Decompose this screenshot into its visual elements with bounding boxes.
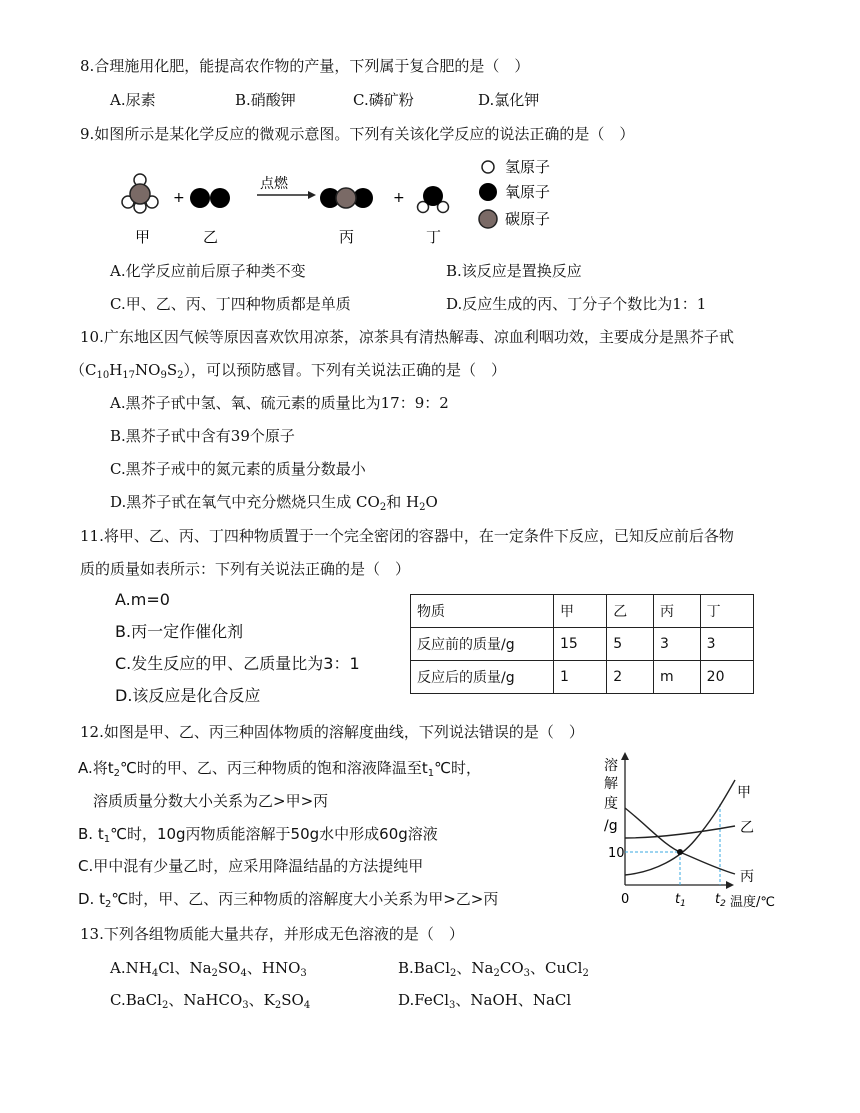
ylabel-4: /g	[604, 818, 618, 834]
q12-option-c: C.甲中混有少量乙时，应采用降温结晶的方法提纯甲	[78, 857, 424, 875]
q11-option-a: A.m=0	[115, 590, 170, 609]
q9-option-c: C.甲、乙、丙、丁四种物质都是单质	[110, 295, 351, 313]
series-yi-line	[625, 826, 735, 838]
table-cell: 15	[554, 628, 607, 661]
series-label-jia: 甲	[737, 785, 751, 801]
table-cell: 乙	[607, 595, 654, 628]
table-cell: 丁	[700, 595, 753, 628]
q8-option-a: A.尿素	[110, 91, 156, 109]
q13-option-d: D.FeCl$_3$、NaOH、NaCl	[398, 991, 572, 1011]
solubility-chart	[600, 750, 790, 915]
label-yi: 乙	[203, 228, 219, 246]
table-cell: 20	[700, 661, 753, 694]
legend-hydrogen: 氢原子	[505, 158, 551, 176]
q11-stem-line1: 11.将甲、乙、丙、丁四种物质置于一个完全密闭的容器中，在一定条件下反应，已知反应前后各物	[80, 527, 734, 545]
q8-stem: 8.合理施用化肥，能提高农作物的产量，下列属于复合肥的是（ ）	[80, 57, 530, 75]
q9-stem: 9.如图所示是某化学反应的微观示意图。下列有关该化学反应的说法正确的是（ ）	[80, 125, 635, 143]
q12-option-a-line2: 溶质质量分数大小关系为乙>甲>丙	[93, 792, 329, 810]
q11-option-b: B.丙一定作催化剂	[115, 622, 244, 641]
ylabel-2: 解	[604, 776, 618, 792]
table-cell: 1	[554, 661, 607, 694]
series-jia-line	[625, 780, 735, 875]
xtick-t1: $t_1$	[675, 892, 686, 909]
q8-option-b: B.硝酸钾	[235, 91, 296, 109]
q8-option-d: D.氯化钾	[478, 91, 540, 109]
q10-stem-line2: $(C_{10}H_{17}NO_9S_2)$，可以预防感冒。下列有关说法正确的是（ ）	[70, 361, 507, 381]
svg-text:+: +	[393, 190, 405, 206]
q12-option-b: B. $t_1℃$时，10g丙物质能溶解于50g水中形成60g溶液	[78, 825, 438, 845]
q9-option-b: B.该反应是置换反应	[446, 262, 582, 280]
q9-option-d: D.反应生成的丙、丁分子个数比为1：1	[446, 295, 707, 313]
q11-option-c: C.发生反应的甲、乙质量比为3：1	[115, 654, 360, 673]
xtick-t2: $t_2$	[715, 892, 726, 909]
table-row	[411, 628, 754, 661]
table-cell: 3	[700, 628, 753, 661]
legend-carbon: 碳原子	[505, 210, 551, 228]
q10-option-c: C.黑芥子戒中的氮元素的质量分数最小	[110, 460, 366, 478]
q10-option-b: B.黑芥子甙中含有39个原子	[110, 427, 295, 445]
q12-stem: 12.如图是甲、乙、丙三种固体物质的溶解度曲线，下列说法错误的是（ ）	[80, 723, 584, 741]
ytick-10: 10	[608, 846, 625, 861]
q11-option-d: D.该反应是化合反应	[115, 686, 261, 705]
xlabel: 温度/℃	[730, 895, 775, 910]
table-cell: 物质	[411, 595, 554, 628]
table-cell: 2	[607, 661, 654, 694]
q13-option-b: B.BaCl$_2$、$Na_2CO_3$、CuCl$_2$	[398, 959, 589, 979]
q10-stem-line1: 10.广东地区因气候等原因喜欢饮用凉茶，凉茶具有清热解毒、凉血利咽功效，主要成分是黑芥子甙	[80, 328, 734, 346]
table-cell: 3	[653, 628, 700, 661]
table-cell: 反应前的质量/g	[411, 628, 554, 661]
ylabel-1: 溶	[604, 758, 618, 774]
molecule-ding	[418, 186, 449, 213]
q10-option-d: D.黑芥子甙在氧气中充分燃烧只生成 $CO_2$和 $H_2O$	[110, 493, 438, 513]
q9-reaction-diagram	[110, 150, 580, 250]
series-label-yi: 乙	[740, 820, 754, 836]
legend-oxygen: 氧原子	[505, 183, 551, 201]
q13-stem: 13.下列各组物质能大量共存，并形成无色溶液的是（ ）	[80, 925, 464, 943]
label-ding: 丁	[426, 228, 442, 246]
molecule-bing	[320, 188, 373, 208]
molecule-yi	[190, 188, 230, 208]
q11-stem-line2: 质的质量如表所示：下列有关说法正确的是（ ）	[80, 560, 411, 578]
q8-option-c: C.磷矿粉	[353, 91, 414, 109]
q13-option-c: C.BaCl$_2$、NaHCO$_3$、$K_2SO_4$	[110, 991, 311, 1011]
table-cell: 5	[607, 628, 654, 661]
molecule-jia	[122, 174, 158, 213]
reaction-condition: 点燃	[260, 176, 288, 192]
ylabel-3: 度	[604, 796, 618, 812]
table-cell: 丙	[653, 595, 700, 628]
table-row	[411, 661, 754, 694]
q12-option-a-line1: A.将$t_2℃$时的甲、乙、丙三种物质的饱和溶液降温至$t_1℃$时，	[78, 759, 481, 779]
q13-option-a: $A.NH_4Cl$、$Na_2SO_4$、$HNO_3$	[110, 959, 307, 979]
table-cell: m	[653, 661, 700, 694]
series-label-bing: 丙	[740, 869, 754, 885]
origin-label: 0	[621, 892, 630, 907]
table-header-row	[411, 595, 754, 628]
svg-text:+: +	[173, 190, 185, 206]
q12-option-d: D. $t_2℃$时，甲、乙、丙三种物质的溶解度大小关系为甲>乙>丙	[78, 890, 499, 910]
label-jia: 甲	[135, 228, 151, 246]
intersection-point	[677, 849, 683, 855]
q11-mass-table	[410, 594, 754, 694]
q9-option-a: A.化学反应前后原子种类不变	[110, 262, 306, 280]
q10-option-a: A.黑芥子甙中氢、氧、硫元素的质量比为17：9：2	[110, 394, 449, 412]
table-cell: 甲	[554, 595, 607, 628]
label-bing: 丙	[339, 228, 355, 246]
table-cell: 反应后的质量/g	[411, 661, 554, 694]
